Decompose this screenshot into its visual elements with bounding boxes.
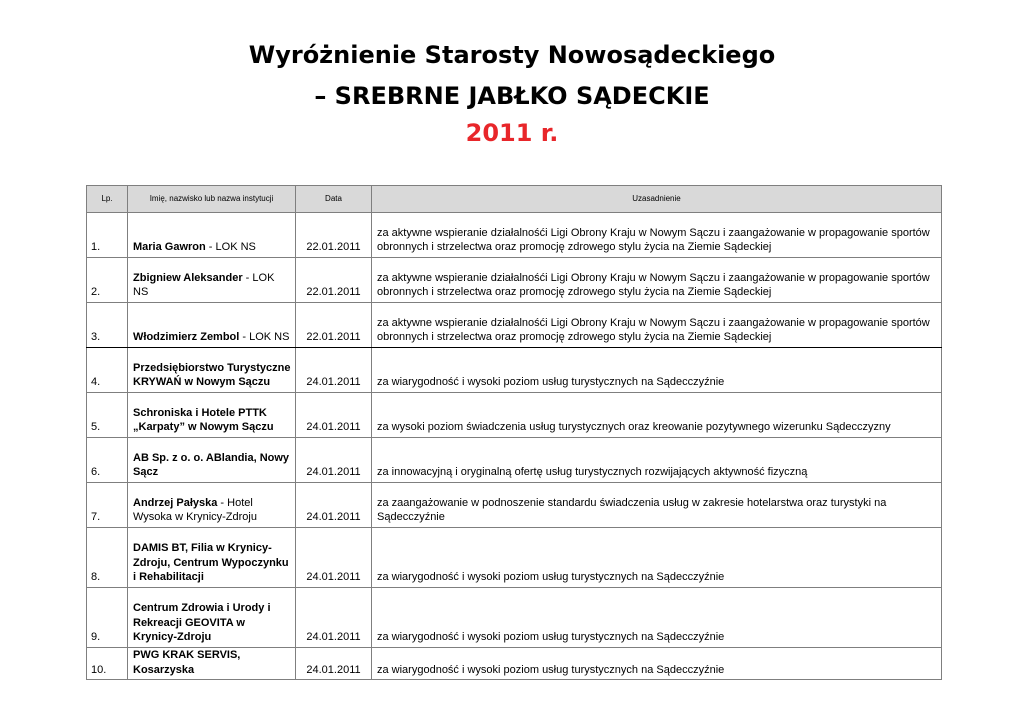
row-lp: 6.	[87, 438, 128, 483]
row-name	[128, 258, 296, 303]
table-row	[87, 348, 942, 393]
table-row	[87, 303, 942, 348]
row-justification: za wiarygodność i wysoki poziom usług turystycznych na Sądecczyźnie	[372, 588, 942, 648]
header-lp: Lp.	[87, 186, 128, 213]
row-justification: za wysoki poziom świadczenia usług turystycznych oraz kreowanie pozytywnego wizerunku Sądecczyzny	[372, 393, 942, 438]
row-name-bold: PWG KRAK SERVIS, Kosarzyska	[133, 649, 241, 676]
row-date: 24.01.2011	[296, 393, 372, 438]
row-name-bold: Przedsiębiorstwo Turystyczne KRYWAŃ w Nowym Sączu	[133, 361, 291, 389]
document-title-line1: Wyróżnienie Starosty Nowosądeckiego	[248, 41, 776, 69]
row-date: 24.01.2011	[296, 648, 372, 680]
row-justification: za aktywne wspieranie działalnośći Ligi Obrony Kraju w Nowym Sączu i zaangażowanie w propagowanie sportów obronnych i strzelectwa oraz promocję zdrowego stylu życia na Ziemie Sądeckiej	[372, 258, 942, 303]
table-row	[87, 213, 942, 258]
row-lp: 2.	[87, 258, 128, 303]
row-name-bold: Centrum Zdrowia i Urody i Rekreacji GEOVITA w Krynicy-Zdroju	[133, 602, 271, 644]
table-row	[87, 393, 942, 438]
row-name-bold: Włodzimierz Zembol	[133, 331, 240, 344]
row-date: 24.01.2011	[296, 348, 372, 393]
row-lp: 8.	[87, 528, 128, 588]
row-name-bold: Andrzej Pałyska	[133, 496, 218, 509]
table-row	[87, 648, 942, 680]
row-date: 22.01.2011	[296, 303, 372, 348]
row-name-bold: AB Sp. z o. o. ABlandia, Nowy Sącz	[133, 451, 290, 479]
row-name-bold: Zbigniew Aleksander	[133, 271, 243, 284]
row-justification: za innowacyjną i oryginalną ofertę usług turystycznych rozwijających aktywność fizyczną	[372, 438, 942, 483]
row-name	[128, 528, 296, 588]
row-justification: za aktywne wspieranie działalnośći Ligi Obrony Kraju w Nowym Sączu i zaangażowanie w propagowanie sportów obronnych i strzelectwa oraz promocję zdrowego stylu życia na Ziemie Sądeckiej	[372, 213, 942, 258]
row-name	[128, 348, 296, 393]
table-row	[87, 483, 942, 528]
document-title-line2: – SREBRNE JABŁKO SĄDECKIE	[314, 82, 710, 110]
row-name	[128, 483, 296, 528]
row-justification: za wiarygodność i wysoki poziom usług turystycznych na Sądecczyźnie	[372, 348, 942, 393]
row-name	[128, 393, 296, 438]
row-justification: za aktywne wspieranie działalnośći Ligi Obrony Kraju w Nowym Sączu i zaangażowanie w propagowanie sportów obronnych i strzelectwa oraz promocję zdrowego stylu życia na Ziemie Sądeckiej	[372, 303, 942, 348]
row-date: 22.01.2011	[296, 258, 372, 303]
row-name	[128, 213, 296, 258]
header-justification: Uzasadnienie	[372, 186, 942, 213]
row-date: 24.01.2011	[296, 483, 372, 528]
row-name	[128, 438, 296, 483]
row-name-rest: - LOK NS	[239, 331, 290, 344]
row-name-bold: Schroniska i Hotele PTTK „Karpaty” w Nowym Sączu	[133, 406, 274, 434]
row-date: 22.01.2011	[296, 213, 372, 258]
row-name-bold: DAMIS BT, Filia w Krynicy-Zdroju, Centrum Wypoczynku i Rehabilitacji	[133, 542, 289, 584]
row-justification: za wiarygodność i wysoki poziom usług turystycznych na Sądecczyźnie	[372, 648, 942, 680]
row-lp: 5.	[87, 393, 128, 438]
table-header-row	[87, 186, 942, 213]
row-lp: 1.	[87, 213, 128, 258]
row-date: 24.01.2011	[296, 528, 372, 588]
awards-table	[86, 185, 942, 680]
row-justification: za zaangażowanie w podnoszenie standardu świadczenia usług w zakresie hotelarstwa oraz turystyki na Sądecczyźnie	[372, 483, 942, 528]
row-name	[128, 588, 296, 648]
table-row	[87, 528, 942, 588]
row-lp: 10.	[87, 648, 128, 680]
row-date: 24.01.2011	[296, 438, 372, 483]
row-name-rest: - Hotel Wysoka w Krynicy-Zdroju	[133, 496, 257, 524]
row-name-rest: - LOK NS	[133, 271, 275, 299]
row-name	[128, 648, 296, 680]
table-row	[87, 438, 942, 483]
header-name: Imię, nazwisko lub nazwa instytucji	[128, 186, 296, 213]
row-date: 24.01.2011	[296, 588, 372, 648]
header-date: Data	[296, 186, 372, 213]
row-lp: 7.	[87, 483, 128, 528]
row-lp: 4.	[87, 348, 128, 393]
table-row	[87, 588, 942, 648]
row-lp: 3.	[87, 303, 128, 348]
row-lp: 9.	[87, 588, 128, 648]
row-justification: za wiarygodność i wysoki poziom usług turystycznych na Sądecczyźnie	[372, 528, 942, 588]
row-name-bold: Maria Gawron	[133, 241, 206, 254]
table-row	[87, 258, 942, 303]
row-name	[128, 303, 296, 348]
row-name-rest: - LOK NS	[205, 241, 256, 254]
document-title-year: 2011 r.	[465, 119, 559, 147]
